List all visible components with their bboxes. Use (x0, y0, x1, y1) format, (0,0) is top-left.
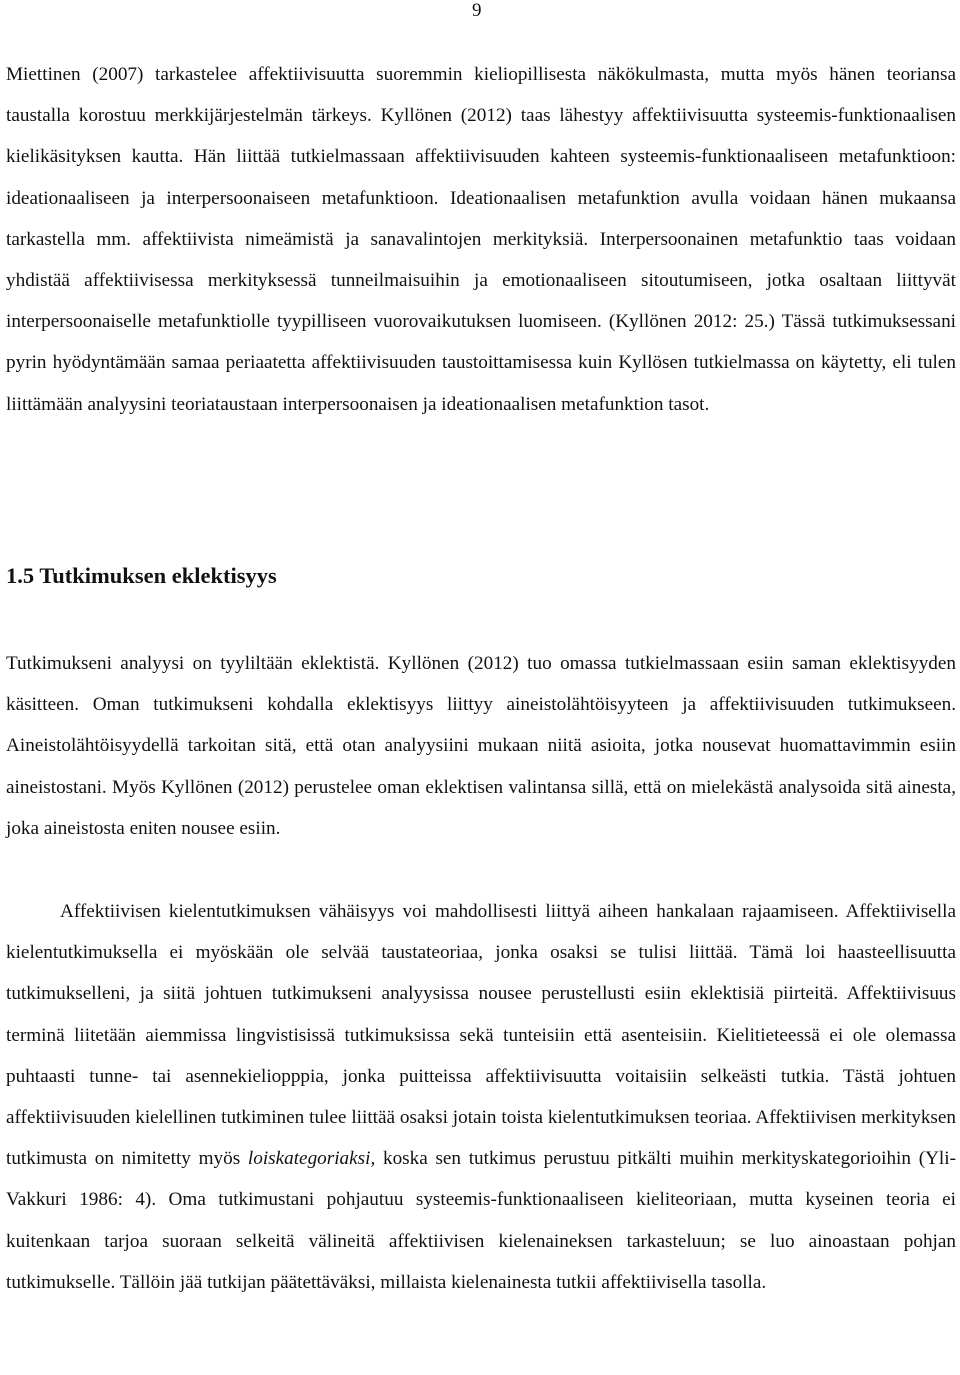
text-span: koska sen tutkimus perustuu pitkälti muihin merkityskategorioihin (Yli-Vakkuri 1986: 4). Oma tutkimustani pohjautuu systeemis-funktionaaliseen kieliteoriaan, mutta kyseinen teoria ei kuitenkaan tarjoa suoraan selkeitä välineitä affektiivisen kielenaineksen tarkasteluun; se luo ainoastaan pohjan tutkimukselle. Tällöin jää tutkijan päätettäväksi, millaista kielenainesta tutkii affektiivisella tasolla. (6, 1148, 956, 1293)
text-span: Affektiivisen kielentutkimuksen vähäisyys voi mahdollisesti liittyä aiheen hankalaan rajaamiseen. Affektiivisella kielentutkimuksella ei myöskään ole selvää taustateoriaa, jonka osaksi se tulisi liittää. Tämä loi haasteellisuutta tutkimukselleni, ja siitä johtuen tutkimukseni analyysissa nousee perustellusti esiin eklektisiä piirteitä. Affektiivisuus terminä liitetään aiemmissa lingvistisissä tutkimuksissa sekä tunteisiin että asenteisiin. Kielitieteessä ei ole olemassa puhtaasti tunne- tai asennekieliopppia, jonka puitteissa affektiivisuutta voitaisiin selkeästi tutkia. Tästä johtuen affektiivisuuden kielellinen tutkiminen tulee liittää osaksi jotain toista kielentutkimuksen teoriaa. Affektiivisen merkityksen tutkimusta on nimitetty myös (6, 901, 956, 1170)
italic-term: loiskategoriaksi, (247, 1148, 376, 1170)
body-paragraph: Miettinen (2007) tarkastelee affektiivisuutta suoremmin kieliopillisesta näkökulmasta, mutta myös hänen teoriansa taustalla korostuu merkkijärjestelmän tärkeys. Kyllönen (2012) taas lähestyy affektiivisuutta systeemis-funktionaalisen kielikäsityksen kautta. Hän liittää tutkielmassaan affektiivisuuden kahteen systeemis-funktionaaliseen metafunktioon: ideationaaliseen ja interpersoonaiseen metafunktioon. Ideationaalisen metafunktion avulla voidaan hänen mukaansa tarkastella mm. affektiivista nimeämistä ja sanavalintojen merkityksiä. Interpersoonainen metafunktio taas voidaan yhdistää affektiivisessa merkityksessä tunneilmaisuihin ja emotionaaliseen sitoutumiseen, jotka osaltaan liittyvät interpersoonaiselle metafunktiolle tyypilliseen vuorovaikutuksen luomiseen. (Kyllönen 2012: 25.) Tässä tutkimuksessani pyrin hyödyntämään samaa periaatetta affektiivisuuden taustoittamisessa kuin Kyllösen tutkielmassa on käytetty, eli tulen liittämään analyysini teoriataustaan interpersoonaisen ja ideationaalisen metafunktion tasot. (6, 64, 956, 415)
body-paragraph (6, 891, 956, 1303)
page-number: 9 (472, 0, 482, 21)
section-heading: 1.5 Tutkimuksen eklektisyys (6, 563, 277, 588)
body-paragraph: Tutkimukseni analyysi on tyyliltään eklektistä. Kyllönen (2012) tuo omassa tutkielmassaan esiin saman eklektisyyden käsitteen. Oman tutkimukseni kohdalla eklektisyys liittyy aineistolähtöisyyteen ja affektiivisuuden tutkimukseen. Aineistolähtöisyydellä tarkoitan sitä, että otan analyysiini mukaan niitä asioita, jotka nousevat huomattavimmin esiin aineistostani. Myös Kyllönen (2012) perustelee oman eklektisen valintansa sillä, että on mielekästä analysoida sitä ainesta, joka aineistosta eniten nousee esiin. (6, 653, 956, 839)
